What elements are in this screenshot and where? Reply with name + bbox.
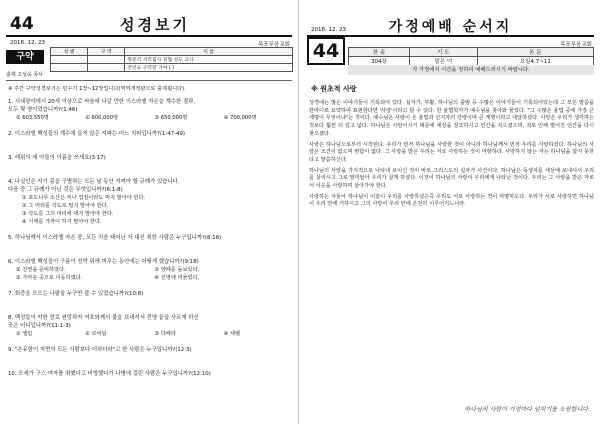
divider [6, 35, 292, 37]
choice[interactable]: ② 양떼를 돌보았다. [154, 267, 200, 273]
choice[interactable]: ① 엘림 [16, 331, 33, 337]
question-cont: 다음 중 그 규례가 아닌 것은 무엇입니까?(6:1-8) [8, 187, 123, 193]
table-cell[interactable] [88, 64, 125, 72]
question: 9. "온유함이 지면의 모든 사람보다 더하더라"고 한 사람은 누구입니까?(12:3) [8, 347, 192, 353]
choices [8, 330, 293, 338]
question-cont: 곳은 어디입니까?(11:1-3) [8, 323, 71, 329]
question: 6. 이스라엘 백성들이 구름이 성막 위에 머무는 동안에는 어떻게 했습니까?(9:18) [8, 259, 199, 265]
instruction: ※ 주간 구약성경보기는 민수기 1장~12장입니다(역역개정판으로 출제됩니다). [8, 86, 186, 92]
question: 8. 백성들이 악한 말로 원망하자 여호와께서 불을 보내셔서 진영 끝을 사르게 하신 [8, 315, 199, 321]
choice[interactable]: ① 진영을 준비하였다. [16, 267, 66, 273]
question-list [8, 98, 293, 378]
date: 2018. 12. 23 [311, 27, 346, 33]
order-table [348, 47, 594, 66]
author: 출제 고성욱 목사 [6, 72, 43, 78]
question: 2. 이스라엘 백성들의 계수에 들지 않은 지파는 어느 지파입니까?(1:47-49) [8, 131, 186, 137]
choice[interactable]: ④ 700,000명 [223, 115, 257, 121]
table-header: 기 도 [409, 48, 477, 57]
choice[interactable]: ④ 세렐 [223, 331, 241, 337]
date: 2018. 12. 23 [10, 40, 45, 46]
paragraph: 성경에는 많은 이야기들이 기록되어 있다. 십자가, 부활, 하나님의 출범 등 수많은 이야기들이 기록되어있는데 그 모든 말씀을 한마디로 요약하여 표현한다면 '사랑'이라고 할 수 있다. 한 율법학자가 예수님을 찾아와 물었다. "그 수많은 율법 중에 가장 큰 계명이 무엇이냐"는 것이다. 예수님은 사랑이 온 율법과 선지자의 강령이며 큰 계명이라고 대답하셨다. 사랑은 우리가 생각하는 것보다 훨씬 더 깊고 넓다. 하나님은 사랑이시기 때문에 세상을 창조하시고 인간을 지으셨으며, 죄로 인해 멀어진 인간을 다시 찾으셨다. [309, 100, 594, 137]
table-cell: 맡은 이 [409, 57, 477, 66]
church-name: 목포푸음교회 [560, 42, 592, 48]
page-title: 가정예배 순서지 [388, 19, 513, 35]
choice[interactable]: ② 600,000명 [85, 115, 119, 121]
choice[interactable]: ① 포도나무 소산은 씨나 껍질이라도 먹지 말아야 한다. [22, 195, 146, 201]
choice[interactable]: ③ 삭도를 그의 머리에 대지 말아야 한다. [22, 211, 114, 217]
bible-quiz-page [0, 0, 299, 424]
choice[interactable]: ② 그 머리를 삭도로 밀지 말아야 한다. [22, 203, 109, 209]
sermon-heading: ※ 원초적 사랑 [311, 85, 357, 93]
table-cell[interactable] [51, 56, 88, 64]
choice[interactable]: ④ 시체를 가까이 하지 말아야 한다. [22, 219, 102, 225]
question: 4. 나실인은 자기 몸을 구별하는 모든 날 동안 지켜야 할 규례가 있습니다. [8, 179, 180, 185]
choice[interactable]: ③ 가까운 곳으로 이동하였다. [16, 275, 83, 281]
choice[interactable]: ② 르비딤 [85, 331, 107, 337]
book-label: 구약 [6, 50, 44, 64]
note-banner: 각 가정에서 시간을 정하여 예배드리시기 바랍니다. [348, 65, 594, 75]
question-cont: 모두 몇 명이었습니까?(1:46) [8, 107, 78, 113]
table-header: 이 름 [125, 48, 293, 56]
paragraph: 사랑은 하나님으로부터 시작된다. 우리가 먼저 하나님을 사랑한 것이 아니라 하나님께서 먼저 우리를 사랑하셨다. 하나님의 사랑은 조건이 없으며 변함이 없다. 그 사랑을 받은 우리는 서로 사랑하는 것이 마땅하다. 사랑하지 않는 자는 하나님을 알지 못한다고 말씀하신다. [309, 141, 594, 163]
table-header: 찬 송 [349, 48, 410, 57]
paragraph: 하나님의 사랑을 가지적으로 나타내 보이신 것이 바로 그리스도의 십자가 사건이다. 하나님은 독생자를 세상에 보내셔서 우리를 살리시고 그로 말미암아 우리가 살게 하셨다. 이것이 하나님의 사랑이 우리에게 나타난 것이다. 우리는 그 사랑을 받은 자로서 이웃을 사랑하며 살아가야 한다. [309, 167, 594, 190]
choice[interactable]: ④ 진영에 머물렀다. [154, 275, 200, 281]
table-cell: 304장 [349, 57, 410, 66]
question: 1. 시내광야에서 20세 이상으로 싸움에 나갈 만한 이스라엘 자손을 계수한 결과, [8, 99, 196, 105]
table-header: 본 문 [477, 48, 593, 57]
choice[interactable]: ③ 다베라 [154, 331, 176, 337]
divider [307, 35, 594, 37]
question: 3. 레위의 세 아들의 이름을 쓰세요(3:17) [8, 155, 106, 161]
choices [8, 114, 293, 122]
choice[interactable]: ① 603,550명 [16, 115, 49, 121]
name-table [50, 47, 293, 72]
table-cell[interactable] [51, 64, 88, 72]
choice[interactable]: ③ 650,000명 [154, 115, 188, 121]
signature: 하나님의 사랑이 가정마다 넘치기를 소원합니다. [464, 406, 590, 413]
paragraph: 사랑하는 자들아 하나님이 이같이 우리를 사랑하셨은즉 우리도 서로 사랑하는 것이 마땅하도다. 우리가 서로 사랑하면 하나님이 우리 안에 거하시고 그의 사랑이 우리 안에 온전히 이루어지느니라. [309, 193, 594, 208]
question: 5. 하나님께서 이스라엘 자손 중, 모든 처음 태어난 자 대신 취한 사람은 누구입니까?(8:16) [8, 235, 222, 241]
question: 10. 모세가 구스 여자를 취했다고 비방했다가 나병에 걸린 사람은 누구입니까?(12:10) [8, 371, 211, 377]
table-cell: 전연숙 구역장 기여 ( ) [125, 64, 293, 72]
table-cell[interactable] [88, 56, 125, 64]
issue-number: 44 [10, 14, 34, 34]
table-header: 구 역 [88, 48, 125, 56]
sermon-body [309, 100, 594, 212]
family-worship-page [301, 0, 600, 424]
choices [8, 266, 293, 282]
table-header: 성 별 [51, 48, 88, 56]
issue-number: 44 [307, 37, 345, 65]
page-title: 성경보기 [120, 16, 190, 34]
divider [6, 80, 292, 81]
table-cell: 요일4:7~11 [477, 57, 593, 66]
question: 7. 회중을 모으는 나팔을 누구만 불 수 있었습니까?(10:8) [8, 291, 144, 297]
table-cell: 형준석 서리집사 전협 성도 교사 [125, 56, 293, 64]
church-name: 목포푸음교회 [258, 42, 290, 48]
